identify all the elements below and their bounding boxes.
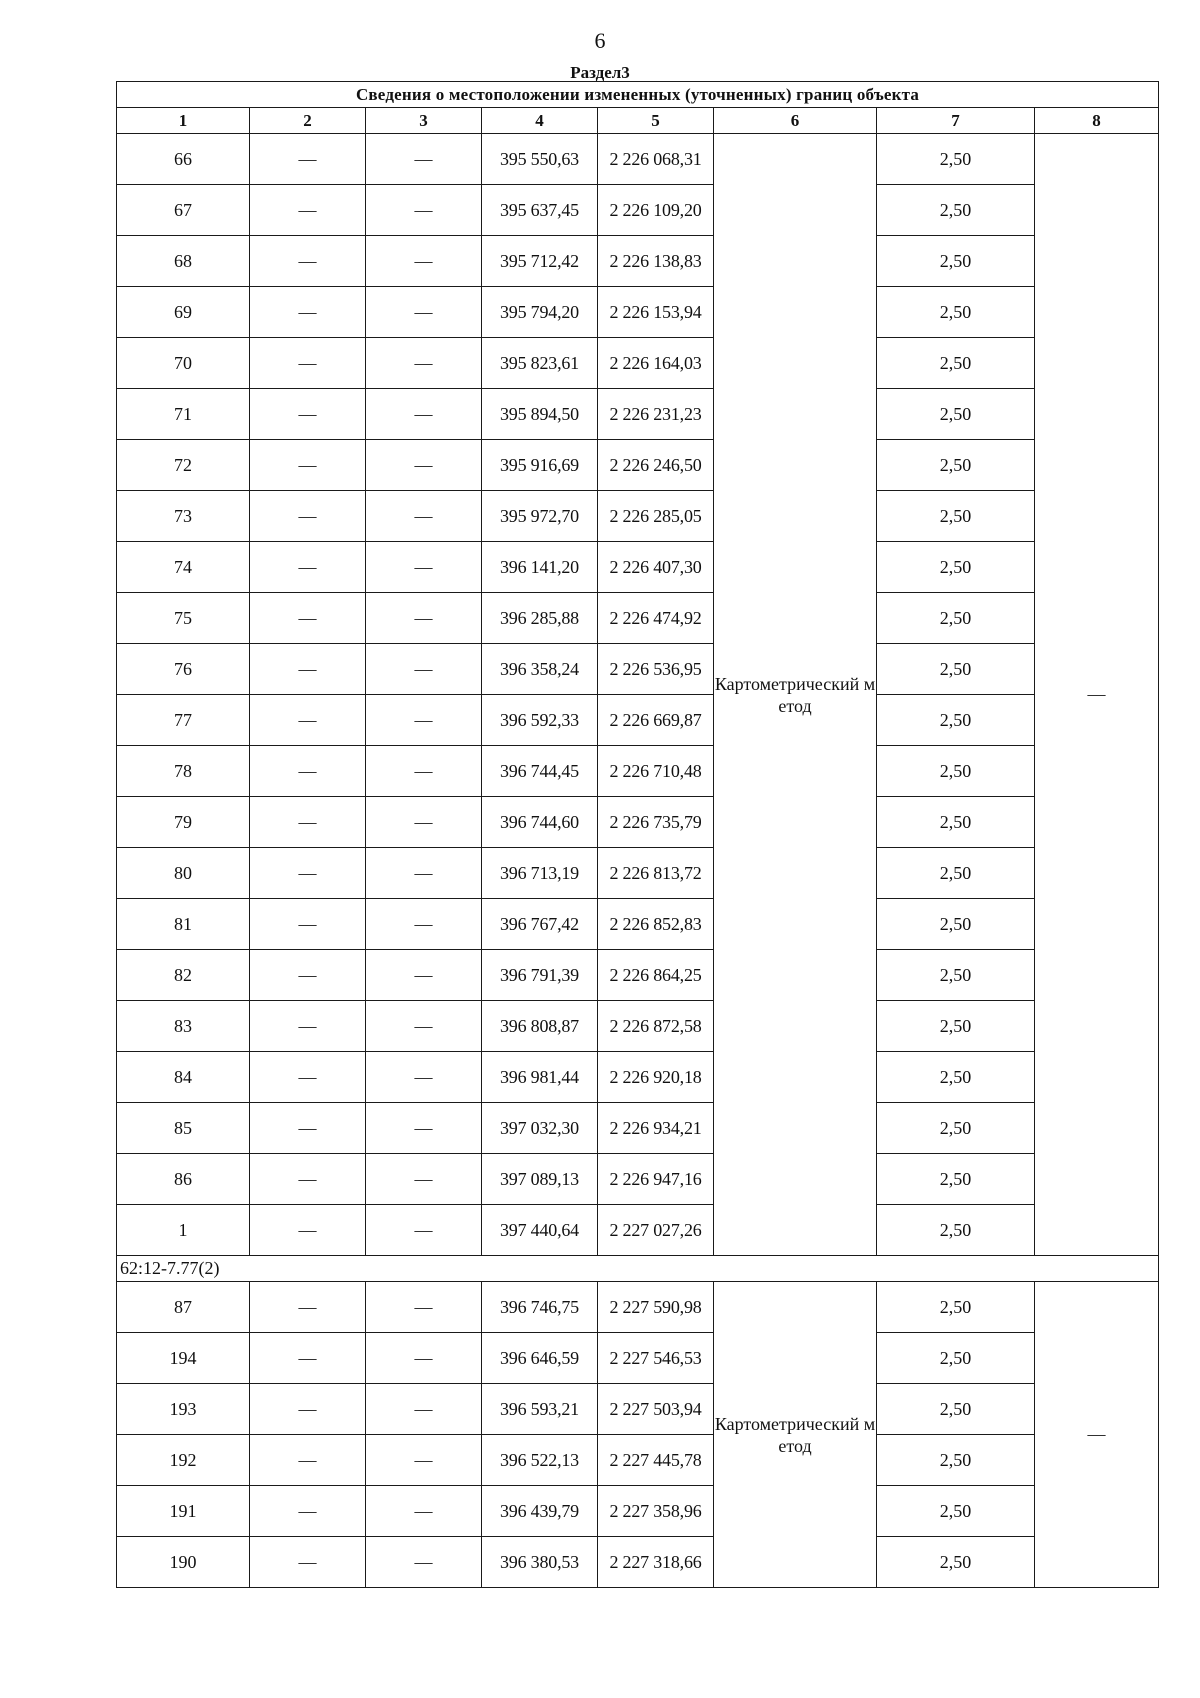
point-number-cell: 74: [117, 542, 250, 593]
col3-cell: —: [366, 491, 482, 542]
accuracy-cell: 2,50: [877, 491, 1035, 542]
y-coordinate-cell: 2 226 947,16: [598, 1154, 714, 1205]
point-number-cell: 82: [117, 950, 250, 1001]
x-coordinate-cell: 396 746,75: [482, 1282, 598, 1333]
accuracy-cell: 2,50: [877, 185, 1035, 236]
table-row: [117, 491, 1159, 542]
point-number-cell: 84: [117, 1052, 250, 1103]
point-number-cell: 86: [117, 1154, 250, 1205]
table-body: [117, 134, 1159, 1588]
x-coordinate-cell: 395 894,50: [482, 389, 598, 440]
x-coordinate-cell: 396 593,21: [482, 1384, 598, 1435]
point-number-cell: 83: [117, 1001, 250, 1052]
accuracy-cell: 2,50: [877, 593, 1035, 644]
section-title: Раздел3: [570, 63, 630, 82]
x-coordinate-cell: 396 592,33: [482, 695, 598, 746]
point-number-cell: 77: [117, 695, 250, 746]
table-row: [117, 1486, 1159, 1537]
x-coordinate-cell: 396 981,44: [482, 1052, 598, 1103]
table-row: [117, 185, 1159, 236]
col3-cell: —: [366, 236, 482, 287]
table-row: [117, 1001, 1159, 1052]
x-coordinate-cell: 395 550,63: [482, 134, 598, 185]
table-row: [117, 746, 1159, 797]
point-number-cell: 192: [117, 1435, 250, 1486]
table-row: [117, 950, 1159, 1001]
col3-cell: —: [366, 1384, 482, 1435]
col3-cell: —: [366, 134, 482, 185]
point-number-cell: 81: [117, 899, 250, 950]
col3-cell: —: [366, 695, 482, 746]
y-coordinate-cell: 2 226 474,92: [598, 593, 714, 644]
col3-cell: —: [366, 1001, 482, 1052]
y-coordinate-cell: 2 227 318,66: [598, 1537, 714, 1588]
col2-cell: —: [250, 695, 366, 746]
col2-cell: —: [250, 440, 366, 491]
y-coordinate-cell: 2 226 068,31: [598, 134, 714, 185]
col3-cell: —: [366, 797, 482, 848]
accuracy-cell: 2,50: [877, 1435, 1035, 1486]
group-label: 62:12-7.77(2): [117, 1256, 1159, 1282]
table-row: [117, 848, 1159, 899]
x-coordinate-cell: 396 808,87: [482, 1001, 598, 1052]
y-coordinate-cell: 2 226 852,83: [598, 899, 714, 950]
boundary-coordinates-table: [116, 81, 1159, 1588]
col2-cell: —: [250, 236, 366, 287]
accuracy-cell: 2,50: [877, 950, 1035, 1001]
point-number-cell: 193: [117, 1384, 250, 1435]
column-number-7: 7: [877, 108, 1035, 134]
col3-cell: —: [366, 1154, 482, 1205]
table-row: [117, 1154, 1159, 1205]
col2-cell: —: [250, 797, 366, 848]
table-row: [117, 644, 1159, 695]
col3-cell: —: [366, 593, 482, 644]
x-coordinate-cell: 396 744,45: [482, 746, 598, 797]
x-coordinate-cell: 397 032,30: [482, 1103, 598, 1154]
y-coordinate-cell: 2 226 864,25: [598, 950, 714, 1001]
col3-cell: —: [366, 746, 482, 797]
accuracy-cell: 2,50: [877, 1384, 1035, 1435]
table-row: [117, 1052, 1159, 1103]
column-number-3: 3: [366, 108, 482, 134]
column-number-5: 5: [598, 108, 714, 134]
y-coordinate-cell: 2 227 027,26: [598, 1205, 714, 1256]
accuracy-cell: 2,50: [877, 1282, 1035, 1333]
point-number-cell: 76: [117, 644, 250, 695]
col3-cell: —: [366, 1435, 482, 1486]
col2-cell: —: [250, 1103, 366, 1154]
accuracy-cell: 2,50: [877, 1001, 1035, 1052]
col2-cell: —: [250, 1205, 366, 1256]
col2-cell: —: [250, 389, 366, 440]
y-coordinate-cell: 2 226 153,94: [598, 287, 714, 338]
point-number-cell: 78: [117, 746, 250, 797]
table-row: [117, 236, 1159, 287]
point-number-cell: 1: [117, 1205, 250, 1256]
col2-cell: —: [250, 491, 366, 542]
y-coordinate-cell: 2 226 813,72: [598, 848, 714, 899]
col2-cell: —: [250, 644, 366, 695]
col3-cell: —: [366, 1537, 482, 1588]
accuracy-cell: 2,50: [877, 287, 1035, 338]
col2-cell: —: [250, 1435, 366, 1486]
method-cell: Картометрический метод: [714, 1282, 877, 1588]
x-coordinate-cell: 395 637,45: [482, 185, 598, 236]
table-row: [117, 1333, 1159, 1384]
col3-cell: —: [366, 287, 482, 338]
point-number-cell: 75: [117, 593, 250, 644]
col3-cell: —: [366, 848, 482, 899]
accuracy-cell: 2,50: [877, 440, 1035, 491]
method-cell: Картометрический метод: [714, 134, 877, 1256]
x-coordinate-cell: 396 713,19: [482, 848, 598, 899]
y-coordinate-cell: 2 226 934,21: [598, 1103, 714, 1154]
table-row: [117, 1384, 1159, 1435]
accuracy-cell: 2,50: [877, 542, 1035, 593]
point-number-cell: 71: [117, 389, 250, 440]
point-number-cell: 66: [117, 134, 250, 185]
point-number-cell: 85: [117, 1103, 250, 1154]
x-coordinate-cell: 395 794,20: [482, 287, 598, 338]
col2-cell: —: [250, 746, 366, 797]
point-number-cell: 67: [117, 185, 250, 236]
y-coordinate-cell: 2 226 920,18: [598, 1052, 714, 1103]
column-number-8: 8: [1035, 108, 1159, 134]
col2-cell: —: [250, 287, 366, 338]
point-number-cell: 79: [117, 797, 250, 848]
x-coordinate-cell: 397 440,64: [482, 1205, 598, 1256]
y-coordinate-cell: 2 226 669,87: [598, 695, 714, 746]
column-number-2: 2: [250, 108, 366, 134]
col3-cell: —: [366, 440, 482, 491]
y-coordinate-cell: 2 226 735,79: [598, 797, 714, 848]
table-row: [117, 389, 1159, 440]
group-label-row: [117, 1256, 1159, 1282]
col3-cell: —: [366, 950, 482, 1001]
col2-cell: —: [250, 899, 366, 950]
accuracy-cell: 2,50: [877, 644, 1035, 695]
y-coordinate-cell: 2 226 109,20: [598, 185, 714, 236]
accuracy-cell: 2,50: [877, 1052, 1035, 1103]
col3-cell: —: [366, 1052, 482, 1103]
y-coordinate-cell: 2 227 445,78: [598, 1435, 714, 1486]
x-coordinate-cell: 396 522,13: [482, 1435, 598, 1486]
column-number-6: 6: [714, 108, 877, 134]
col2-cell: —: [250, 848, 366, 899]
accuracy-cell: 2,50: [877, 848, 1035, 899]
accuracy-cell: 2,50: [877, 236, 1035, 287]
accuracy-cell: 2,50: [877, 338, 1035, 389]
point-number-cell: 70: [117, 338, 250, 389]
y-coordinate-cell: 2 226 138,83: [598, 236, 714, 287]
x-coordinate-cell: 396 141,20: [482, 542, 598, 593]
accuracy-cell: 2,50: [877, 695, 1035, 746]
table-row: [117, 542, 1159, 593]
col3-cell: —: [366, 1103, 482, 1154]
table-row: [117, 338, 1159, 389]
accuracy-cell: 2,50: [877, 1486, 1035, 1537]
y-coordinate-cell: 2 227 590,98: [598, 1282, 714, 1333]
x-coordinate-cell: 396 791,39: [482, 950, 598, 1001]
col2-cell: —: [250, 1384, 366, 1435]
col2-cell: —: [250, 134, 366, 185]
col3-cell: —: [366, 1205, 482, 1256]
x-coordinate-cell: 396 646,59: [482, 1333, 598, 1384]
y-coordinate-cell: 2 226 246,50: [598, 440, 714, 491]
y-coordinate-cell: 2 226 285,05: [598, 491, 714, 542]
accuracy-cell: 2,50: [877, 1205, 1035, 1256]
y-coordinate-cell: 2 226 536,95: [598, 644, 714, 695]
point-number-cell: 191: [117, 1486, 250, 1537]
col3-cell: —: [366, 644, 482, 695]
point-number-cell: 72: [117, 440, 250, 491]
table-row: [117, 593, 1159, 644]
col2-cell: —: [250, 338, 366, 389]
y-coordinate-cell: 2 226 231,23: [598, 389, 714, 440]
col2-cell: —: [250, 1052, 366, 1103]
table-row: [117, 1282, 1159, 1333]
x-coordinate-cell: 396 767,42: [482, 899, 598, 950]
table-row: [117, 440, 1159, 491]
point-number-cell: 194: [117, 1333, 250, 1384]
table-caption: Сведения о местоположении измененных (уточненных) границ объекта: [117, 82, 1159, 108]
table-row: [117, 287, 1159, 338]
col2-cell: —: [250, 1486, 366, 1537]
accuracy-cell: 2,50: [877, 1103, 1035, 1154]
y-coordinate-cell: 2 226 710,48: [598, 746, 714, 797]
y-coordinate-cell: 2 226 407,30: [598, 542, 714, 593]
accuracy-cell: 2,50: [877, 134, 1035, 185]
col3-cell: —: [366, 1486, 482, 1537]
accuracy-cell: 2,50: [877, 797, 1035, 848]
col3-cell: —: [366, 1333, 482, 1384]
col2-cell: —: [250, 950, 366, 1001]
column-number-4: 4: [482, 108, 598, 134]
col2-cell: —: [250, 1537, 366, 1588]
column-number-1: 1: [117, 108, 250, 134]
y-coordinate-cell: 2 226 164,03: [598, 338, 714, 389]
point-number-cell: 190: [117, 1537, 250, 1588]
x-coordinate-cell: 396 439,79: [482, 1486, 598, 1537]
table-row: [117, 1435, 1159, 1486]
col2-cell: —: [250, 1154, 366, 1205]
table-row: [117, 1537, 1159, 1588]
col3-cell: —: [366, 389, 482, 440]
col3-cell: —: [366, 899, 482, 950]
y-coordinate-cell: 2 226 872,58: [598, 1001, 714, 1052]
col8-cell: —: [1035, 134, 1159, 1256]
x-coordinate-cell: 395 972,70: [482, 491, 598, 542]
x-coordinate-cell: 395 916,69: [482, 440, 598, 491]
point-number-cell: 80: [117, 848, 250, 899]
point-number-cell: 73: [117, 491, 250, 542]
accuracy-cell: 2,50: [877, 1537, 1035, 1588]
col2-cell: —: [250, 1333, 366, 1384]
accuracy-cell: 2,50: [877, 899, 1035, 950]
table-row: [117, 695, 1159, 746]
x-coordinate-cell: 396 380,53: [482, 1537, 598, 1588]
accuracy-cell: 2,50: [877, 1154, 1035, 1205]
point-number-cell: 69: [117, 287, 250, 338]
col2-cell: —: [250, 1001, 366, 1052]
x-coordinate-cell: 396 358,24: [482, 644, 598, 695]
point-number-cell: 87: [117, 1282, 250, 1333]
point-number-cell: 68: [117, 236, 250, 287]
table-row: [117, 1103, 1159, 1154]
y-coordinate-cell: 2 227 503,94: [598, 1384, 714, 1435]
accuracy-cell: 2,50: [877, 389, 1035, 440]
col2-cell: —: [250, 1282, 366, 1333]
col3-cell: —: [366, 542, 482, 593]
x-coordinate-cell: 395 712,42: [482, 236, 598, 287]
x-coordinate-cell: 395 823,61: [482, 338, 598, 389]
x-coordinate-cell: 396 744,60: [482, 797, 598, 848]
col2-cell: —: [250, 593, 366, 644]
col3-cell: —: [366, 185, 482, 236]
column-number-row: [117, 108, 1159, 134]
y-coordinate-cell: 2 227 358,96: [598, 1486, 714, 1537]
y-coordinate-cell: 2 227 546,53: [598, 1333, 714, 1384]
col3-cell: —: [366, 1282, 482, 1333]
accuracy-cell: 2,50: [877, 746, 1035, 797]
x-coordinate-cell: 396 285,88: [482, 593, 598, 644]
accuracy-cell: 2,50: [877, 1333, 1035, 1384]
table-row: [117, 134, 1159, 185]
col2-cell: —: [250, 185, 366, 236]
col3-cell: —: [366, 338, 482, 389]
table-row: [117, 899, 1159, 950]
col8-cell: —: [1035, 1282, 1159, 1588]
col2-cell: —: [250, 542, 366, 593]
table-row: [117, 1205, 1159, 1256]
x-coordinate-cell: 397 089,13: [482, 1154, 598, 1205]
table-row: [117, 797, 1159, 848]
page-number: 6: [594, 28, 606, 53]
